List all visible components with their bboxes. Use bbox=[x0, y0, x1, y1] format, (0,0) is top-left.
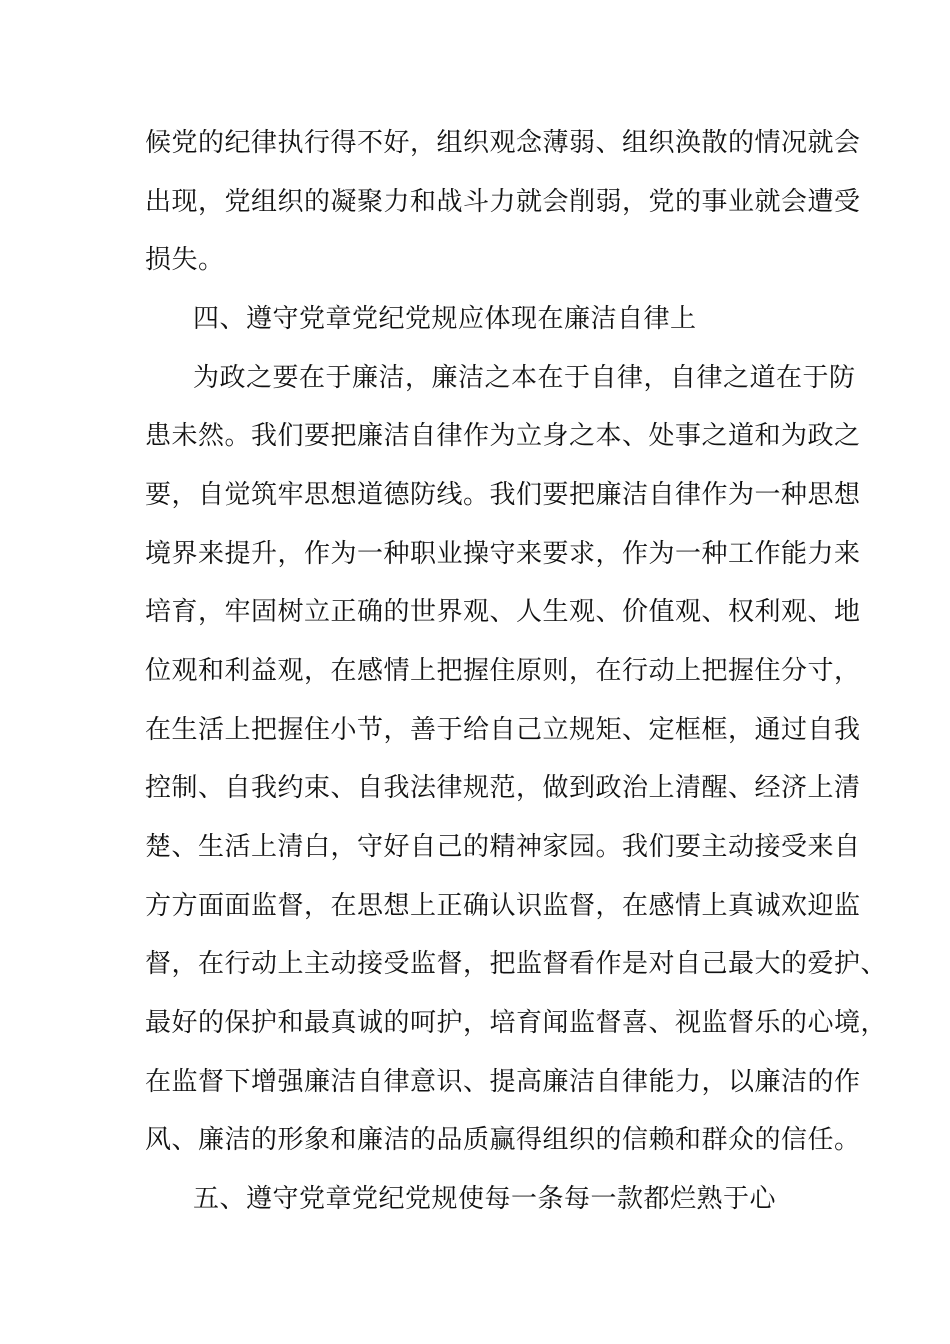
text-line: 位观和利益观，在感情上把握住原则，在行动上把握住分寸， bbox=[145, 656, 861, 686]
text-line: 出现，党组织的凝聚力和战斗力就会削弱，党的事业就会遭受 bbox=[145, 187, 861, 217]
text-line: 在生活上把握住小节，善于给自己立规矩、定框框，通过自我 bbox=[145, 715, 861, 745]
section-heading-5: 五、遵守党章党纪党规使每一条每一款都烂熟于心 bbox=[193, 1184, 777, 1214]
text-line: 方方面面监督，在思想上正确认识监督，在感情上真诚欢迎监 bbox=[145, 891, 861, 921]
text-line: 风、廉洁的形象和廉洁的品质赢得组织的信赖和群众的信任。 bbox=[145, 1125, 861, 1155]
text-line: 控制、自我约束、自我法律规范，做到政治上清醒、经济上清 bbox=[145, 773, 861, 803]
text-line: 候党的纪律执行得不好，组织观念薄弱、组织涣散的情况就会 bbox=[145, 128, 861, 158]
text-line: 督，在行动上主动接受监督，把监督看作是对自己最大的爱护、 bbox=[145, 949, 888, 979]
text-line: 为政之要在于廉洁，廉洁之本在于自律，自律之道在于防 bbox=[193, 363, 856, 393]
text-line: 最好的保护和最真诚的呵护，培育闻监督喜、视监督乐的心境， bbox=[145, 1008, 888, 1038]
section-heading-4: 四、遵守党章党纪党规应体现在廉洁自律上 bbox=[193, 304, 697, 334]
text-line: 楚、生活上清白，守好自己的精神家园。我们要主动接受来自 bbox=[145, 832, 861, 862]
text-line: 患未然。我们要把廉洁自律作为立身之本、处事之道和为政之 bbox=[145, 421, 861, 451]
text-line: 境界来提升，作为一种职业操守来要求，作为一种工作能力来 bbox=[145, 539, 861, 569]
text-line: 要，自觉筑牢思想道德防线。我们要把廉洁自律作为一种思想 bbox=[145, 480, 861, 510]
text-line: 培育，牢固树立正确的世界观、人生观、价值观、权利观、地 bbox=[145, 597, 861, 627]
text-line: 在监督下增强廉洁自律意识、提高廉洁自律能力，以廉洁的作 bbox=[145, 1067, 861, 1097]
text-line: 损失。 bbox=[145, 245, 225, 275]
